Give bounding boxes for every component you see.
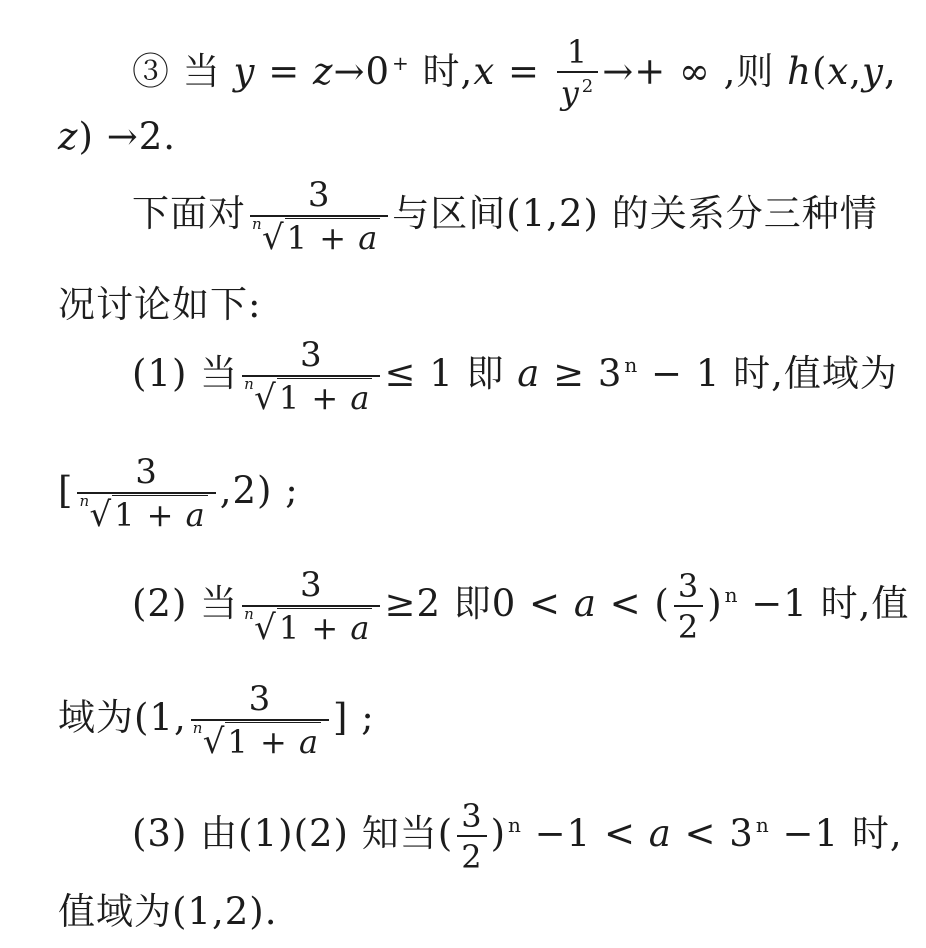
circled-three-marker: ③	[132, 50, 170, 93]
fraction-denominator	[250, 215, 388, 258]
superscript-n: n	[624, 353, 639, 377]
nth-root	[252, 215, 380, 258]
text: 当	[170, 50, 234, 93]
var-a: a	[517, 352, 541, 395]
fraction-three-over-root	[77, 452, 215, 535]
fraction-numerator: 3	[307, 175, 331, 215]
radical-sign: √	[202, 722, 226, 762]
fraction-denominator	[242, 605, 380, 648]
var-x: x	[473, 50, 496, 93]
text: ≥ 3	[540, 352, 623, 395]
text: →0	[333, 50, 391, 93]
var-a: a	[185, 496, 206, 534]
fraction-three-over-root	[191, 679, 329, 762]
text-line-9	[132, 797, 903, 876]
radicand-text: 1 +	[114, 496, 186, 534]
text: (1) 当	[132, 352, 239, 395]
text: ] ;	[333, 696, 375, 739]
text: 域为(1,	[58, 696, 187, 739]
text: (3) 由(1)(2) 知当(	[132, 812, 454, 855]
nth-root	[79, 492, 207, 535]
text: (2) 当	[132, 582, 239, 625]
text: [	[58, 469, 74, 512]
var-y: y	[862, 50, 884, 93]
text-line-10	[58, 890, 278, 933]
superscript-n: n	[508, 813, 522, 837]
radicand-text: 1 +	[278, 379, 351, 417]
radicand	[277, 378, 373, 417]
text-line-4	[58, 283, 262, 326]
radicand-text: 1 +	[227, 723, 299, 761]
text: − 1 时,值域为	[638, 352, 898, 395]
text: =	[255, 50, 313, 93]
radical-sign: √	[254, 608, 277, 648]
text: ≤ 1 即	[384, 352, 518, 395]
exponent: 2	[581, 76, 595, 97]
text: −1 时,值	[738, 582, 910, 625]
fraction-denominator	[242, 375, 380, 418]
radicand	[112, 495, 208, 534]
fraction-numerator: 3	[299, 335, 323, 375]
text-line-6	[58, 452, 299, 535]
fraction-one-over-y-squared	[557, 33, 599, 112]
radicand	[285, 218, 381, 257]
nth-root	[244, 375, 372, 418]
fraction-numerator: 3	[461, 797, 483, 835]
fraction-numerator: 3	[299, 565, 323, 605]
fraction-three-halves	[674, 567, 703, 646]
fraction-numerator: 1	[566, 33, 589, 71]
radicand	[225, 722, 321, 761]
var-a: a	[358, 219, 379, 257]
text-line-8	[58, 679, 375, 762]
fraction-denominator	[77, 492, 215, 535]
fraction-three-over-root	[242, 565, 380, 648]
var-x: x	[827, 50, 850, 93]
fraction-three-halves	[457, 797, 486, 876]
root-index: n	[244, 375, 255, 393]
text: 值域为(1,2).	[58, 890, 278, 933]
fraction-denominator: 2	[457, 835, 486, 873]
text: < 3	[671, 812, 754, 855]
var-y: y	[560, 74, 580, 112]
radical-sign: √	[262, 218, 285, 258]
text: 下面对	[132, 192, 246, 235]
text: 况讨论如下:	[58, 283, 262, 326]
text: ,	[849, 50, 863, 93]
text-line-3	[132, 175, 878, 258]
root-index: n	[79, 492, 91, 510]
var-a: a	[298, 723, 320, 761]
text: =	[495, 50, 553, 93]
text: < (	[596, 582, 670, 625]
root-index: n	[244, 605, 255, 623]
text-line-5	[132, 335, 898, 418]
fraction-denominator	[557, 71, 599, 112]
fraction-numerator: 3	[677, 567, 700, 605]
var-a: a	[350, 379, 371, 417]
var-z: z	[312, 50, 334, 93]
text: ) →2.	[78, 115, 176, 158]
text-line-1	[132, 33, 897, 112]
fraction-denominator	[191, 719, 329, 762]
root-index: n	[252, 215, 263, 233]
var-a: a	[648, 812, 672, 855]
text: (	[811, 50, 828, 93]
text: ,2) ;	[219, 469, 299, 512]
text: →+ ∞ ,则	[602, 50, 788, 93]
func-h: h	[787, 50, 812, 93]
text-line-7	[132, 565, 910, 648]
superscript-plus: +	[392, 51, 410, 75]
var-z: z	[58, 115, 79, 158]
superscript-n: n	[755, 813, 770, 837]
fraction-denominator: 2	[674, 605, 703, 643]
text: ≥2 即0 <	[384, 582, 574, 625]
text: )	[490, 812, 506, 855]
text: −1 <	[521, 812, 649, 855]
var-a: a	[350, 609, 371, 647]
nth-root	[192, 719, 321, 762]
radicand	[277, 608, 373, 647]
var-a: a	[573, 582, 597, 625]
text: 与区间(1,2) 的关系分三种情	[392, 192, 878, 235]
var-y: y	[233, 50, 256, 93]
radical-sign: √	[254, 378, 277, 418]
radicand-text: 1 +	[278, 609, 351, 647]
text: )	[707, 582, 723, 625]
root-index: n	[192, 719, 204, 737]
superscript-n: n	[724, 583, 739, 607]
fraction-numerator: 3	[135, 452, 158, 492]
radicand-text: 1 +	[286, 219, 359, 257]
radical-sign: √	[89, 495, 113, 535]
nth-root	[244, 605, 372, 648]
fraction-three-over-root	[242, 335, 380, 418]
text: ,	[883, 50, 897, 93]
text: 时,	[409, 50, 474, 93]
text: −1 时,	[769, 812, 903, 855]
text-line-2	[58, 115, 176, 158]
fraction-numerator: 3	[248, 679, 272, 719]
fraction-three-over-root	[250, 175, 388, 258]
